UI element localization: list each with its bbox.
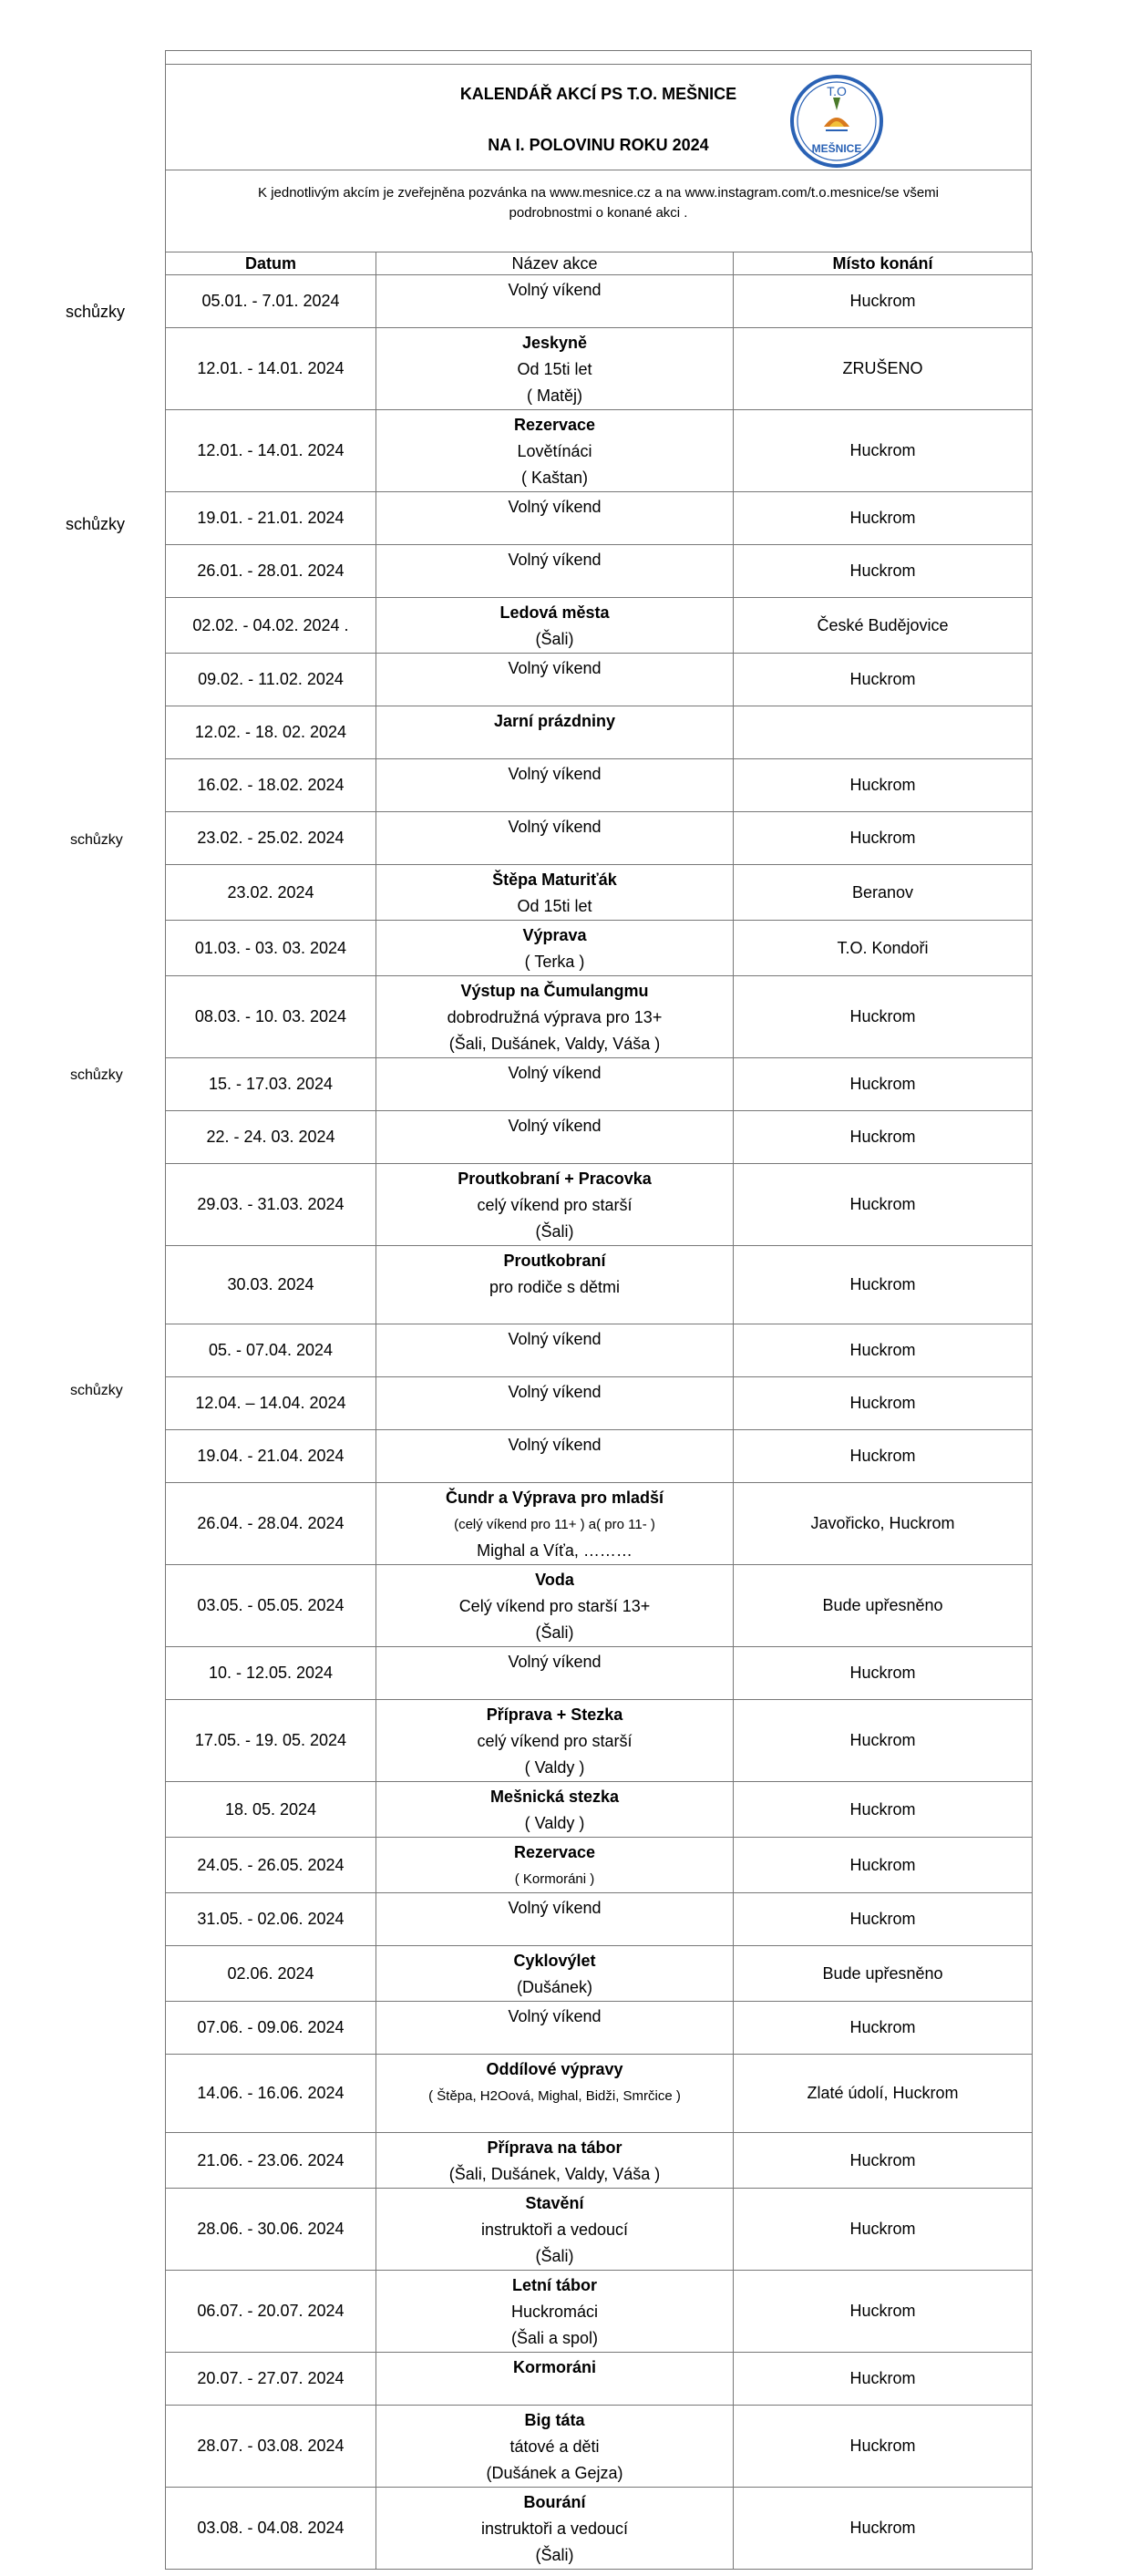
event-place: Beranov [734,865,1033,921]
event-date: 07.06. - 09.06. 2024 [166,2002,376,2055]
event-place: Huckrom [734,2353,1033,2406]
event-detail: Lovětínáci [517,442,592,460]
event-date: 31.05. - 02.06. 2024 [166,1893,376,1946]
event-name-cell [376,1111,734,1164]
event-name: Čundr a Výprava pro mladší [445,1489,664,1507]
event-name: Cyklovýlet [513,1952,596,1970]
event-detail: Od 15ti let [517,360,592,378]
event-place: T.O. Kondoři [734,921,1033,976]
top-frame [165,50,1032,64]
event-date: 21.06. - 23.06. 2024 [166,2133,376,2189]
event-name-cell [376,1430,734,1483]
event-date: 23.02. - 25.02. 2024 [166,812,376,865]
event-name: Volný víkend [508,1899,602,1917]
intro-line: K jednotlivým akcím je zveřejněna pozvánka na www.mesnice.cz a na www.instagram.com/t.o.mesnice/se všemi [258,185,939,201]
event-detail: Celý víkend pro starší 13+ [458,1597,651,1615]
event-name-cell [376,1647,734,1700]
event-place: Bude upřesněno [734,1565,1033,1647]
document-title: KALENDÁŘ AKCÍ PS T.O. MEŠNICE [459,85,737,103]
event-date: 05. - 07.04. 2024 [166,1324,376,1377]
events-body [166,275,1033,2570]
table-row [166,1246,1033,1324]
side-label-meetings: schůzky [70,1383,123,1398]
event-detail: Mighal a Víťa, ……… [477,1541,633,1560]
event-date: 16.02. - 18.02. 2024 [166,759,376,812]
event-detail: ( Matěj) [526,386,582,405]
event-place: Huckrom [734,2002,1033,2055]
event-name-cell [376,410,734,492]
event-detail: Od 15ti let [517,897,592,915]
event-name: Bourání [523,2493,586,2511]
event-name: Volný víkend [508,1653,602,1671]
table-row [166,275,1033,328]
event-name-cell [376,545,734,598]
event-name: Volný víkend [508,281,602,299]
event-date: 17.05. - 19. 05. 2024 [166,1700,376,1782]
event-detail: (Dušánek) [516,1978,593,1996]
table-row [166,1946,1033,2002]
document-header [165,64,1032,170]
event-place: Huckrom [734,1324,1033,1377]
event-name: Štěpa Maturiťák [492,871,617,889]
table-row [166,1565,1033,1647]
event-name-cell [376,759,734,812]
event-name: Mešnická stezka [489,1788,620,1806]
event-detail: instruktoři a vedoucí [480,2519,629,2538]
table-row [166,654,1033,706]
event-date: 05.01. - 7.01. 2024 [166,275,376,328]
event-place: Huckrom [734,2488,1033,2570]
event-place: České Budějovice [734,598,1033,654]
event-date: 02.02. - 04.02. 2024 . [166,598,376,654]
event-place: Huckrom [734,545,1033,598]
event-detail: ( Terka ) [524,953,585,971]
event-name-cell [376,1246,734,1324]
event-name-cell [376,1782,734,1838]
event-name-cell [376,1377,734,1430]
event-name: Výstup na Čumulangmu [460,982,649,1000]
event-name: Volný víkend [508,551,602,569]
event-place: Huckrom [734,275,1033,328]
event-detail: (Šali) [535,2546,574,2564]
event-place: Huckrom [734,1246,1033,1324]
event-name-cell [376,2133,734,2189]
side-label-meetings: schůzky [70,832,123,848]
event-name-cell [376,1483,734,1565]
club-logo-icon [789,74,884,169]
event-detail: ( Valdy ) [524,1814,585,1832]
event-name: Jarní prázdniny [493,712,616,730]
event-date: 10. - 12.05. 2024 [166,1647,376,1700]
svg-text:T.O: T.O [827,84,847,98]
event-date: 03.08. - 04.08. 2024 [166,2488,376,2570]
table-row [166,1893,1033,1946]
event-detail: (Šali) [535,1222,574,1241]
event-date: 06.07. - 20.07. 2024 [166,2271,376,2353]
event-name: Volný víkend [508,1436,602,1454]
event-date: 01.03. - 03. 03. 2024 [166,921,376,976]
event-date: 12.04. – 14.04. 2024 [166,1377,376,1430]
event-name-cell [376,1324,734,1377]
event-name-cell [376,1565,734,1647]
event-date: 26.01. - 28.01. 2024 [166,545,376,598]
table-row [166,2271,1033,2353]
table-row [166,1111,1033,1164]
event-name: Oddílové výpravy [486,2060,623,2078]
event-place: Huckrom [734,1430,1033,1483]
event-place: Bude upřesněno [734,1946,1033,2002]
table-row [166,2189,1033,2271]
event-date: 28.06. - 30.06. 2024 [166,2189,376,2271]
event-name-cell [376,921,734,976]
event-date: 24.05. - 26.05. 2024 [166,1838,376,1893]
event-place: Huckrom [734,1838,1033,1893]
event-date: 18. 05. 2024 [166,1782,376,1838]
event-detail: celý víkend pro starší [477,1732,633,1750]
column-header-place: Místo konání [734,252,1033,275]
event-name: Volný víkend [508,765,602,783]
event-place: Huckrom [734,2406,1033,2488]
event-place: Huckrom [734,1058,1033,1111]
event-name: Volný víkend [508,659,602,677]
table-row [166,1838,1033,1893]
event-date: 15. - 17.03. 2024 [166,1058,376,1111]
table-row [166,1430,1033,1483]
event-place: Huckrom [734,2189,1033,2271]
event-place: Huckrom [734,492,1033,545]
table-row [166,1058,1033,1111]
event-name-cell [376,1893,734,1946]
event-name: Letní tábor [512,2276,597,2294]
event-name: Voda [535,1571,574,1589]
event-date: 19.04. - 21.04. 2024 [166,1430,376,1483]
event-name: Rezervace [513,1843,596,1861]
table-row [166,410,1033,492]
event-name: Volný víkend [508,2007,602,2025]
event-name: Stavění [525,2194,584,2212]
table-row [166,976,1033,1058]
table-row [166,1647,1033,1700]
event-date: 20.07. - 27.07. 2024 [166,2353,376,2406]
event-name: Volný víkend [508,1064,602,1082]
event-detail: (Šali) [535,2247,574,2265]
event-name: Volný víkend [508,498,602,516]
event-date: 29.03. - 31.03. 2024 [166,1164,376,1246]
event-place: ZRUŠENO [734,328,1033,410]
event-detail: (Šali a spol) [510,2329,599,2347]
column-header-date: Datum [166,252,376,275]
table-row [166,598,1033,654]
event-detail: instruktoři a vedoucí [480,2221,629,2239]
event-detail: (Šali, Dušánek, Valdy, Váša ) [448,1035,661,1053]
event-name-cell [376,492,734,545]
event-place: Huckrom [734,976,1033,1058]
event-name: Příprava + Stezka [486,1705,623,1724]
event-place: Huckrom [734,1647,1033,1700]
event-date: 12.01. - 14.01. 2024 [166,410,376,492]
event-detail: dobrodružná výprava pro 13+ [447,1008,663,1026]
event-detail: (Šali) [535,1623,574,1642]
document-subtitle: NA I. POLOVINU ROKU 2024 [488,136,709,154]
event-name-cell [376,976,734,1058]
event-place: Huckrom [734,2133,1033,2189]
event-name-cell [376,2406,734,2488]
event-date: 09.02. - 11.02. 2024 [166,654,376,706]
event-date: 28.07. - 03.08. 2024 [166,2406,376,2488]
event-name-cell [376,2488,734,2570]
event-detail: (celý víkend pro 11+ ) a( pro 11- ) [454,1517,655,1532]
table-row [166,865,1033,921]
table-row [166,759,1033,812]
event-name: Příprava na tábor [487,2138,622,2157]
event-name-cell [376,654,734,706]
event-place: Huckrom [734,759,1033,812]
event-place: Huckrom [734,1893,1033,1946]
event-name: Ledová města [499,603,610,622]
event-place [734,706,1033,759]
event-detail: (Dušánek a Gejza) [486,2464,623,2482]
event-place: Huckrom [734,1111,1033,1164]
event-name-cell [376,2353,734,2406]
event-name: Volný víkend [508,1383,602,1401]
event-place: Huckrom [734,1377,1033,1430]
event-name-cell [376,706,734,759]
event-name: Volný víkend [508,818,602,836]
table-header-row [166,252,1033,275]
event-date: 12.02. - 18. 02. 2024 [166,706,376,759]
event-name: Rezervace [513,416,596,434]
events-table [165,252,1033,2570]
event-place: Huckrom [734,1164,1033,1246]
event-detail: (Šali, Dušánek, Valdy, Váša ) [448,2165,661,2183]
table-row [166,2353,1033,2406]
event-name-cell [376,812,734,865]
event-date: 03.05. - 05.05. 2024 [166,1565,376,1647]
intro-note [165,170,1032,252]
event-name-cell [376,328,734,410]
event-name: Kormoráni [512,2358,596,2376]
table-row [166,545,1033,598]
event-detail: ( Valdy ) [524,1758,585,1777]
table-row [166,1782,1033,1838]
table-row [166,1483,1033,1565]
intro-line: podrobnostmi o konané akci . [509,205,688,221]
table-row [166,921,1033,976]
event-name: Big táta [524,2411,585,2429]
column-header-event: Název akce [376,252,734,275]
table-row [166,492,1033,545]
side-label-meetings: schůzky [66,515,126,533]
table-row [166,1324,1033,1377]
table-row [166,2133,1033,2189]
event-name-cell [376,1946,734,2002]
event-name-cell [376,2271,734,2353]
event-name-cell [376,1700,734,1782]
event-name: Volný víkend [508,1117,602,1135]
event-date: 08.03. - 10. 03. 2024 [166,976,376,1058]
event-date: 19.01. - 21.01. 2024 [166,492,376,545]
event-name-cell [376,865,734,921]
event-date: 30.03. 2024 [166,1246,376,1324]
event-detail: (Šali) [535,630,574,648]
table-row [166,1377,1033,1430]
event-date: 23.02. 2024 [166,865,376,921]
event-detail: Huckromáci [510,2303,599,2321]
table-row [166,2055,1033,2133]
table-row [166,2406,1033,2488]
event-name: Jeskyně [521,334,588,352]
event-place: Huckrom [734,2271,1033,2353]
side-label-meetings: schůzky [70,1067,123,1083]
event-date: 14.06. - 16.06. 2024 [166,2055,376,2133]
event-place: Huckrom [734,410,1033,492]
event-name-cell [376,1058,734,1111]
event-name-cell [376,1838,734,1893]
event-place: Huckrom [734,1700,1033,1782]
event-place: Zlaté údolí, Huckrom [734,2055,1033,2133]
event-detail: pro rodiče s dětmi [489,1278,621,1296]
table-row [166,2488,1033,2570]
event-name: Volný víkend [508,1330,602,1348]
table-row [166,1700,1033,1782]
side-label-meetings: schůzky [66,303,126,321]
event-date: 26.04. - 28.04. 2024 [166,1483,376,1565]
event-name: Proutkobraní [503,1252,606,1270]
event-date: 22. - 24. 03. 2024 [166,1111,376,1164]
event-date: 02.06. 2024 [166,1946,376,2002]
event-detail: ( Štěpa, H2Oová, Mighal, Bidži, Smrčice ) [428,2088,681,2104]
event-date: 12.01. - 14.01. 2024 [166,328,376,410]
event-place: Huckrom [734,654,1033,706]
event-detail: ( Kaštan) [520,469,589,487]
event-name-cell [376,275,734,328]
table-row [166,328,1033,410]
event-name: Výprava [522,926,587,944]
svg-text:MEŠNICE: MEŠNICE [811,142,862,155]
event-name-cell [376,598,734,654]
event-detail: celý víkend pro starší [477,1196,633,1214]
event-detail: ( Kormoráni ) [514,1871,595,1887]
calendar-document [165,50,1032,2570]
event-detail: tátové a děti [509,2437,600,2456]
event-name-cell [376,2189,734,2271]
event-place: Huckrom [734,812,1033,865]
event-name-cell [376,2055,734,2133]
event-place: Huckrom [734,1782,1033,1838]
table-row [166,706,1033,759]
table-row [166,812,1033,865]
event-name-cell [376,2002,734,2055]
table-row [166,1164,1033,1246]
table-row [166,2002,1033,2055]
event-name: Proutkobraní + Pracovka [458,1170,652,1188]
event-name-cell [376,1164,734,1246]
event-place: Javořicko, Huckrom [734,1483,1033,1565]
